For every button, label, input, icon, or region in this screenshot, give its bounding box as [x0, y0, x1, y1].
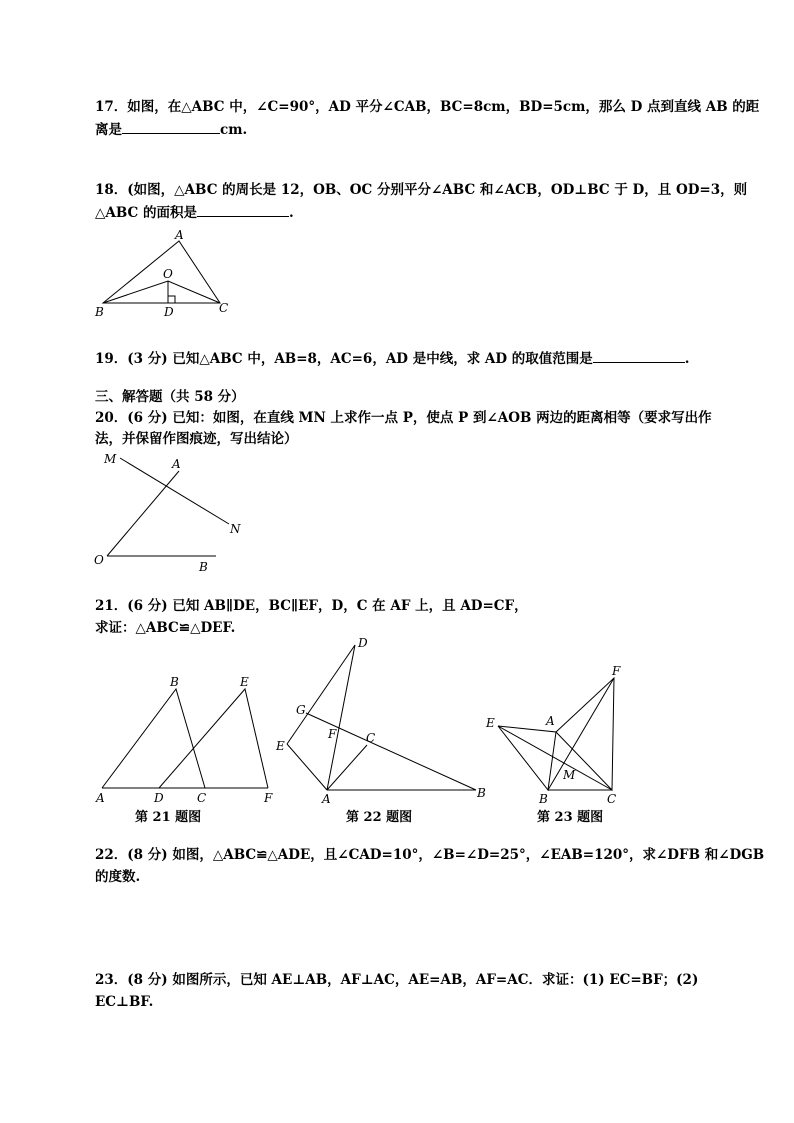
q23-label-f: F	[612, 664, 621, 678]
q19-answer-blank[interactable]	[593, 348, 685, 363]
q17-line2-pre: 离是	[95, 122, 122, 138]
q19-line	[95, 348, 690, 369]
q23-line2: EC⊥BF.	[95, 994, 154, 1010]
q22-label-b: B	[477, 786, 486, 800]
q20-label-b: B	[199, 560, 208, 574]
q18-line2-pre: △ABC 的面积是	[95, 205, 197, 221]
q18-right-angle-mark	[168, 296, 175, 303]
q21-label-b: B	[170, 675, 179, 689]
q23-label-a: A	[546, 714, 555, 728]
q20-label-o: O	[94, 553, 104, 567]
q20-line1: 20．(6 分) 已知：如图，在直线 MN 上求作一点 P，使点 P 到∠AOB 两边的距离相等（要求写出作	[95, 410, 712, 426]
q22-line1: 22．(8 分) 如图，△ABC≌△ADE，且∠CAD=10°，∠B=∠D=25°，∠EAB=120°，求∠DFB 和∠DGB	[95, 847, 765, 863]
q23-triangle-eab	[498, 726, 556, 790]
q21-line2: 求证：△ABC≌△DEF.	[95, 620, 236, 636]
q20-label-m: M	[104, 452, 117, 466]
q22-line-ac	[327, 745, 367, 790]
q22-label-a: A	[322, 792, 331, 806]
q18-label-c: C	[219, 301, 229, 315]
q19-post: .	[684, 351, 690, 367]
fig22-caption: 第 22 题图	[346, 810, 413, 825]
q22-line2: 的度数.	[95, 869, 141, 885]
q22-line-ad	[327, 645, 355, 790]
q23-label-m: M	[563, 768, 576, 782]
section-3-heading: 三、解答题（共 58 分）	[95, 389, 245, 405]
q22-label-c: C	[366, 731, 376, 745]
q18-line1: 18．(如图，△ABC 的周长是 12，OB、OC 分别平分∠ABC 和∠ACB，OD⊥BC 于 D，且 OD=3，则	[95, 182, 748, 198]
q22-label-g: G	[296, 703, 306, 717]
q20-ray-oa	[107, 471, 179, 556]
q22-line-gb	[306, 713, 476, 790]
q23-line1: 23．(8 分) 如图所示，已知 AE⊥AB，AF⊥AC，AE=AB，AF=AC．求证：(1) EC=BF；(2)	[95, 972, 699, 988]
q21-line1: 21．(6 分) 已知 AB∥DE，BC∥EF，D，C 在 AF 上，且 AD=CF，	[95, 598, 528, 614]
q22-label-d: D	[358, 636, 368, 650]
fig23-caption: 第 23 题图	[537, 810, 604, 825]
q18-line2-post: .	[288, 205, 294, 221]
q19-pre: 19．(3 分) 已知△ABC 中，AB=8，AC=6，AD 是中线，求 AD 的取值范围是	[95, 351, 593, 367]
q21-label-c: C	[197, 791, 207, 805]
q20-line2: 法，并保留作图痕迹，写出结论）	[95, 431, 298, 447]
q18-triangle-abc	[103, 241, 220, 303]
fig21-caption: 第 21 题图	[135, 810, 202, 825]
q18-label-o: O	[163, 267, 173, 281]
q23-label-e: E	[486, 716, 495, 730]
q18-label-d: D	[164, 305, 174, 319]
q21-label-d: D	[154, 791, 164, 805]
q18-label-a: A	[175, 228, 184, 242]
q22-label-e: E	[276, 739, 285, 753]
q17-line2-post: cm.	[220, 122, 248, 138]
q21-label-e: E	[240, 675, 249, 689]
q22-label-f: F	[328, 727, 337, 741]
q18-bisectors-ob-oc	[103, 281, 220, 303]
q17-line1: 17．如图，在△ABC 中，∠C=90°，AD 平分∠CAB，BC=8cm，BD=5cm，那么 D 点到直线 AB 的距	[95, 99, 760, 115]
q22-line-ed	[287, 645, 355, 744]
q20-label-a: A	[172, 457, 181, 471]
q21-label-a: A	[96, 791, 105, 805]
q21-triangle-def	[159, 689, 268, 788]
q20-label-n: N	[230, 522, 241, 536]
q23-label-c: C	[607, 792, 617, 806]
q21-label-f: F	[264, 791, 273, 805]
q18-label-b: B	[95, 305, 104, 319]
q23-label-b: B	[539, 792, 548, 806]
q22-line-ea	[287, 744, 327, 790]
q21-triangle-abc	[102, 689, 205, 788]
